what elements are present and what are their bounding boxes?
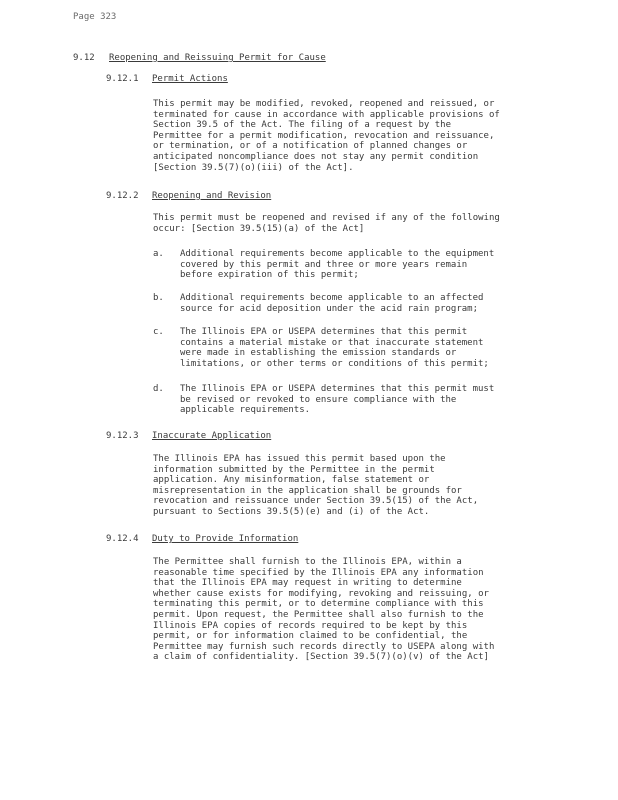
subsection-title: Permit Actions bbox=[152, 74, 228, 84]
subsection-heading-duty-to-provide bbox=[106, 534, 298, 545]
subsection-number: 9.12.2 bbox=[106, 191, 139, 201]
list-item-text: The Illinois EPA or USEPA determines that this permit contains a material mistake or that inaccurate statement were made in establishing the emission standards or limitations, or other terms or conditions of this permit; bbox=[180, 327, 489, 369]
subsection-heading-reopening-revision bbox=[106, 191, 271, 202]
list-marker: b. bbox=[153, 293, 164, 303]
list-marker: d. bbox=[153, 384, 164, 394]
paragraph-reopening-revision: This permit must be reopened and revised if any of the following occur: [Section 39.5(15)(a) of the Act] bbox=[153, 213, 500, 234]
list-marker: a. bbox=[153, 249, 164, 259]
subsection-title: Inaccurate Application bbox=[152, 431, 272, 441]
section-title: Reopening and Reissuing Permit for Cause bbox=[109, 53, 326, 63]
subsection-number: 9.12.4 bbox=[106, 534, 139, 544]
section-heading bbox=[73, 53, 326, 64]
subsection-heading-permit-actions bbox=[106, 74, 228, 85]
subsection-title: Reopening and Revision bbox=[152, 191, 272, 201]
paragraph-duty-to-provide: The Permittee shall furnish to the Illinois EPA, within a reasonable time specified by the Illinois EPA any information that the Illinois EPA may request in writing to determine whether cause exists for modifying, revoking and reissuing, or terminating this permit, or to determine compliance with this permit. Upon request, the Permittee shall also furnish to the Illinois EPA copies of records required to be kept by this permit, or for information claimed to be confidential, the Permittee may furnish such records directly to USEPA along with a claim of confidentiality. [Section 39.5(7)(o)(v) of the Act] bbox=[153, 557, 495, 663]
list-marker: c. bbox=[153, 327, 164, 337]
list-item-text: Additional requirements become applicable to the equipment covered by this permit and three or more years remain before expiration of this permit; bbox=[180, 249, 495, 281]
subsection-title: Duty to Provide Information bbox=[152, 534, 299, 544]
section-number: 9.12 bbox=[73, 53, 95, 63]
page-header: Page 323 bbox=[73, 12, 117, 22]
subsection-number: 9.12.3 bbox=[106, 431, 139, 441]
subsection-number: 9.12.1 bbox=[106, 74, 139, 84]
list-item-text: Additional requirements become applicable to an affected source for acid deposition under the acid rain program; bbox=[180, 293, 484, 314]
paragraph-permit-actions: This permit may be modified, revoked, reopened and reissued, or terminated for cause in accordance with applicable provisions of Section 39.5 of the Act. The filing of a request by the Permittee for a permit modification, revocation and reissuance, or termination, or of a notification of planned changes or anticipated noncompliance does not stay any permit condition [Section 39.5(7)(o)(iii) of the Act]. bbox=[153, 99, 500, 173]
subsection-heading-inaccurate-application bbox=[106, 431, 271, 442]
paragraph-inaccurate-application: The Illinois EPA has issued this permit based upon the information submitted by the Permittee in the permit application. Any misinformation, false statement or misrepresentation in the application shall be grounds for revocation and reissuance under Section 39.5(15) of the Act, pursuant to Sections 39.5(5)(e) and (i) of the Act. bbox=[153, 454, 479, 517]
list-item-text: The Illinois EPA or USEPA determines that this permit must be revised or revoked to ensure compliance with the applicable requirements. bbox=[180, 384, 495, 416]
